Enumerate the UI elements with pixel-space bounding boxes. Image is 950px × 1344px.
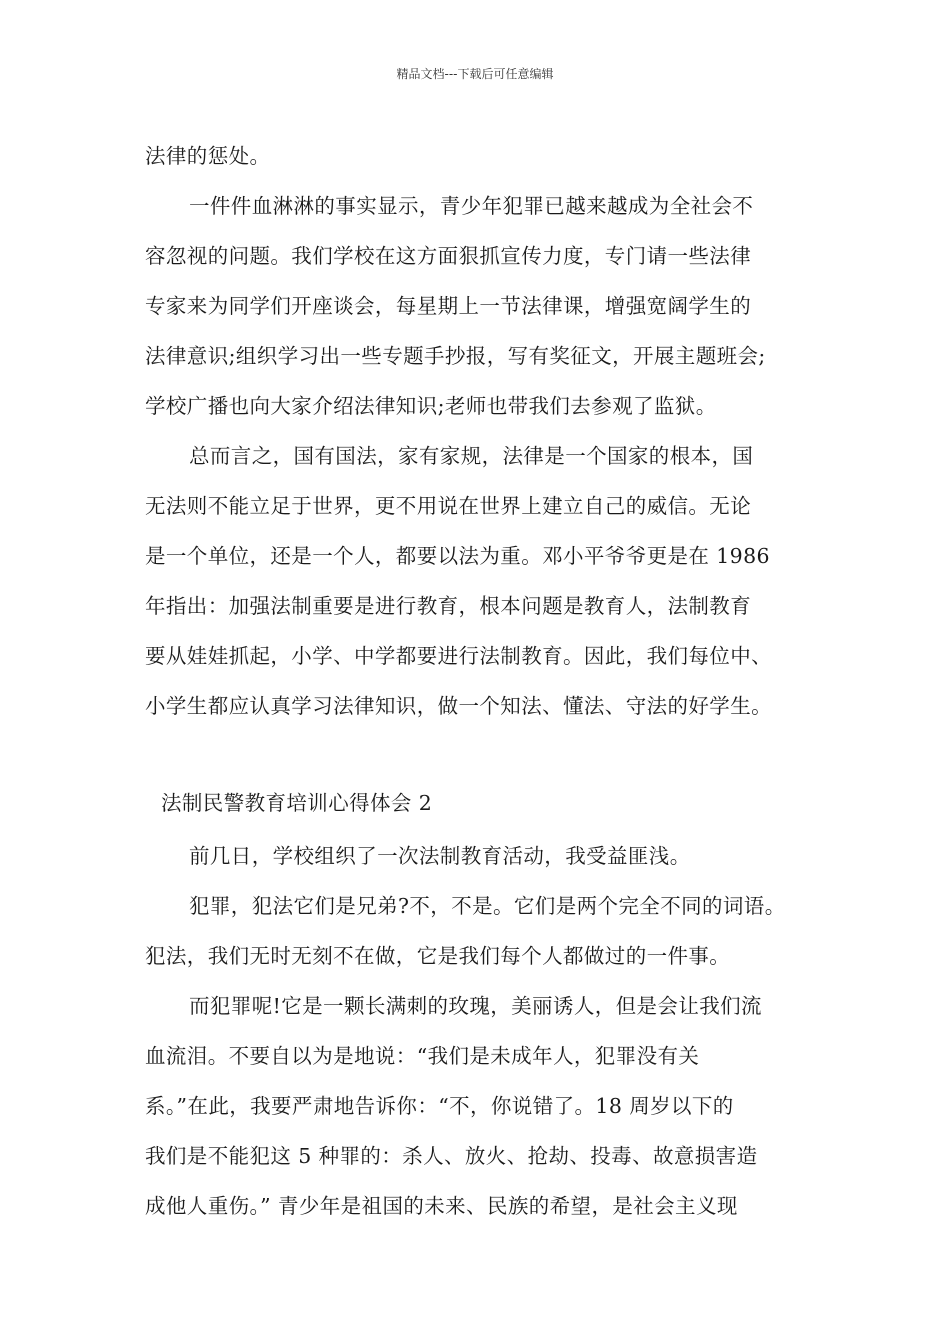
paragraph-line: 血流泪。不要自以为是地说：“我们是未成年人，犯罪没有关 [145,1044,700,1068]
paragraph-line: 犯罪，犯法它们是兄弟?不，不是。它们是两个完全不同的词语。 [189,894,786,918]
paragraph-line: 法律的惩处。 [145,144,271,168]
paragraph-line: 成他人重伤。” 青少年是祖国的未来、民族的希望，是社会主义现 [145,1194,738,1218]
paragraph-line: 要从娃娃抓起，小学、中学都要进行法制教育。因此，我们每位中、 [145,644,772,668]
page-header: 精品文档---下载后可任意编辑 [396,67,554,81]
document-body [145,131,835,1231]
paragraph-line: 学校广播也向大家介绍法律知识;老师也带我们去参观了监狱。 [145,394,717,418]
paragraph-line: 小学生都应认真学习法律知识，做一个知法、懂法、守法的好学生。 [145,694,772,718]
paragraph-line: 专家来为同学们开座谈会，每星期上一节法律课，增强宽阔学生的 [145,294,752,318]
paragraph-line: 容忽视的问题。我们学校在这方面狠抓宣传力度，专门请一些法律 [145,244,752,268]
paragraph-line: 一件件血淋淋的事实显示，青少年犯罪已越来越成为全社会不 [189,194,754,218]
paragraph-line: 我们是不能犯这 5 种罪的：杀人、放火、抢劫、投毒、故意损害造 [145,1144,758,1168]
paragraph-line: 总而言之，国有国法，家有家规，法律是一个国家的根本，国 [189,444,754,468]
section-gap [145,731,835,775]
paragraph-line: 年指出：加强法制重要是进行教育，根本问题是教育人，法制教育 [145,594,752,618]
paragraph-line: 而犯罪呢!它是一颗长满刺的玫瑰，美丽诱人，但是会让我们流 [189,994,762,1018]
paragraph-line: 是一个单位，还是一个人，都要以法为重。邓小平爷爷更是在 1986 [145,544,770,568]
paragraph-line: 无法则不能立足于世界，更不用说在世界上建立自己的威信。无论 [145,494,752,518]
paragraph-line: 犯法，我们无时无刻不在做，它是我们每个人都做过的一件事。 [145,944,731,968]
paragraph-line: 法律意识;组织学习出一些专题手抄报，写有奖征文，开展主题班会; [145,344,766,368]
paragraph-line: 前几日，学校组织了一次法制教育活动，我受益匪浅。 [189,844,691,868]
section-title: 法制民警教育培训心得体会 2 [161,791,433,815]
paragraph-line: 系。”在此，我要严肃地告诉你：“不，你说错了。18 周岁以下的 [145,1094,734,1118]
